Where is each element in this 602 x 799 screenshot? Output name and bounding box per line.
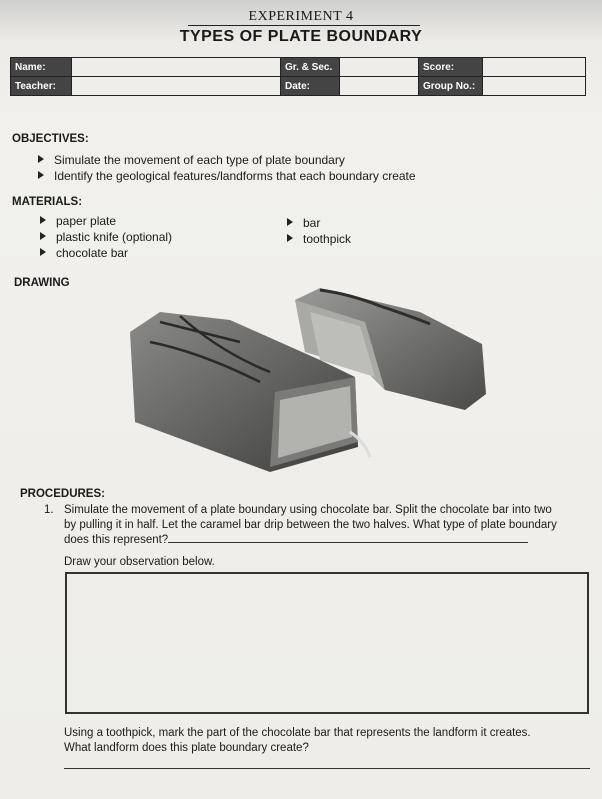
objectives-heading: OBJECTIVES: (12, 133, 89, 145)
material-text: chocolate bar (56, 246, 129, 260)
bullet-icon (38, 171, 44, 179)
grade-section-label: Gr. & Sec. (281, 58, 340, 77)
observation-drawing-box[interactable] (65, 572, 589, 714)
score-field[interactable] (483, 58, 586, 77)
material-text: plastic knife (optional) (56, 230, 173, 244)
page-title: TYPES OF PLATE BOUNDARY (179, 28, 423, 45)
date-label: Date: (281, 77, 340, 96)
bullet-icon (287, 218, 293, 226)
bullet-icon (40, 248, 46, 256)
drawing-heading: DRAWING (14, 277, 70, 289)
bullet-icon (40, 232, 46, 240)
experiment-number: EXPERIMENT 4 (248, 9, 354, 24)
material-item (40, 214, 116, 228)
material-item (40, 230, 172, 244)
teacher-field[interactable] (72, 77, 281, 96)
material-text: bar (303, 216, 321, 230)
group-label: Group No.: (419, 77, 483, 96)
info-table (10, 57, 586, 96)
procedure-question (64, 533, 528, 548)
date-field[interactable] (340, 77, 419, 96)
bullet-icon (38, 155, 44, 163)
material-item (287, 232, 351, 246)
procedure-question-text: does this represent? (64, 534, 169, 546)
chocolate-bar-photo (120, 282, 490, 477)
draw-instruction: Draw your observation below. (64, 556, 215, 568)
objective-item (38, 169, 416, 183)
procedure-line: by pulling it in half. Let the caramel bar drip between the two halves. What type of plate boundary (64, 519, 557, 531)
grade-section-field[interactable] (340, 58, 419, 77)
bullet-icon (287, 234, 293, 242)
answer-blank[interactable] (168, 542, 528, 543)
teacher-label: Teacher: (11, 77, 72, 96)
material-text: paper plate (56, 214, 117, 228)
follow-up-question: What landform does this plate boundary create? (64, 742, 309, 754)
follow-up-line: Using a toothpick, mark the part of the chocolate bar that represents the landform it creates. (64, 727, 531, 739)
procedure-line: Simulate the movement of a plate boundary using chocolate bar. Split the chocolate bar into two (64, 504, 552, 516)
objective-text: Simulate the movement of each type of plate boundary (54, 153, 345, 167)
bullet-icon (40, 216, 46, 224)
material-item (287, 216, 320, 230)
objective-text: Identify the geological features/landforms that each boundary create (54, 169, 416, 183)
group-field[interactable] (483, 77, 586, 96)
material-item (40, 246, 128, 260)
landform-answer-line[interactable] (64, 768, 590, 769)
procedure-number: 1. (44, 504, 54, 516)
name-field[interactable] (72, 58, 281, 77)
objective-item (38, 153, 345, 167)
material-text: toothpick (303, 232, 352, 246)
title-rule (188, 25, 420, 26)
procedures-heading: PROCEDURES: (20, 488, 105, 500)
materials-heading: MATERIALS: (12, 196, 83, 208)
name-label: Name: (11, 58, 72, 77)
score-label: Score: (419, 58, 483, 77)
